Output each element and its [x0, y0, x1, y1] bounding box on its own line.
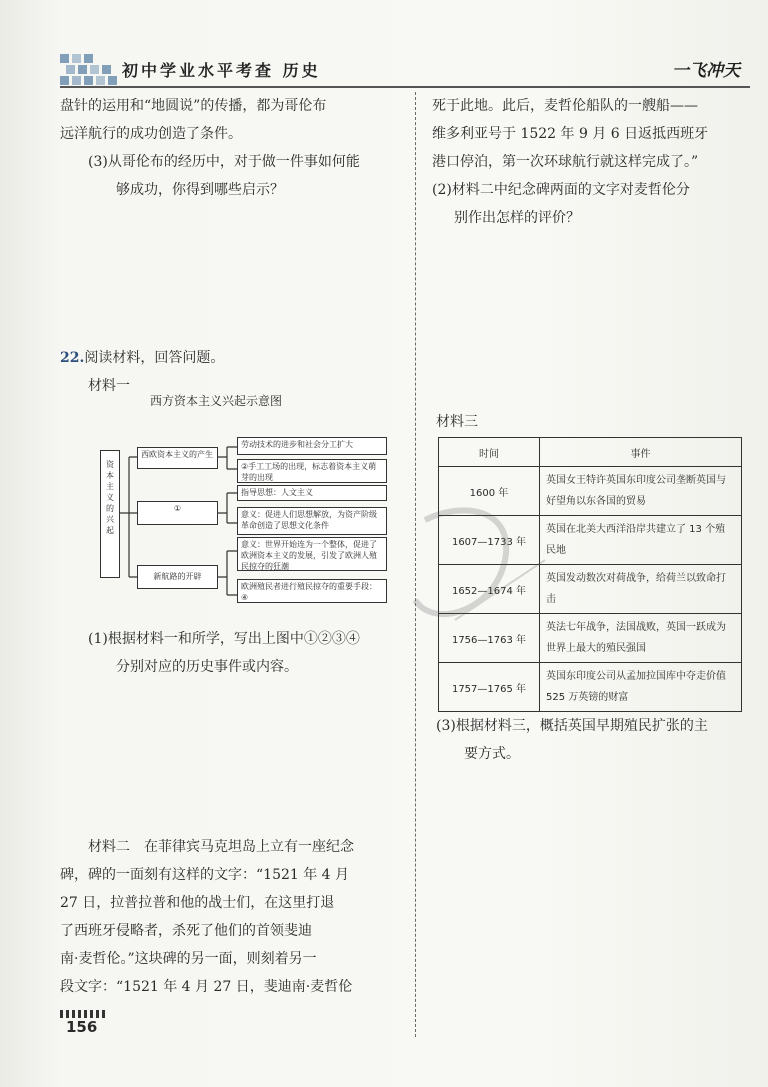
material-2-line: 碑，碑的一面刻有这样的文字：“1521 年 4 月: [60, 867, 350, 883]
table-cell-event: 英国在北美大西洋沿岸共建立了 13 个殖民地: [540, 516, 742, 565]
question-22-2-line: (2)材料二中纪念碑两面的文字对麦哲伦分: [432, 182, 690, 198]
table-cell-time: 1756—1763 年: [439, 614, 540, 663]
table-cell-time: 1600 年: [439, 467, 540, 516]
material-2-line: 27 日，拉普拉普和他的战士们，在这里打退: [60, 895, 335, 911]
question-22-text: 阅读材料，回答问题。: [84, 350, 225, 366]
diagram-leaf-2: ②手工工场的出现，标志着资本主义萌芽的出现: [237, 459, 387, 483]
diagram-leaf-3: 指导思想：人文主义: [237, 485, 387, 501]
table-cell-event: 英国女王特许英国东印度公司垄断英国与好望角以东各国的贸易: [540, 467, 742, 516]
diagram-branch-2: ①: [137, 501, 218, 525]
material-2-continued: 死于此地。此后，麦哲伦船队的一艘船——: [432, 98, 698, 114]
intro-line: 盘针的运用和“地圆说”的传播，都为哥伦布: [60, 98, 327, 114]
question-22-heading: [60, 344, 405, 372]
question-22-3-line: (3)根据材料三，概括英国早期殖民扩张的主: [436, 718, 708, 734]
table-cell-event: 英法七年战争，法国战败，英国一跃成为世界上最大的殖民强国: [540, 614, 742, 663]
material-1-label: 材料一: [88, 378, 130, 394]
question-22-1-line: (1)根据材料一和所学，写出上图中①②③④: [88, 631, 360, 647]
intro-line: 远洋航行的成功创造了条件。: [60, 126, 242, 142]
capitalism-diagram: [97, 440, 397, 605]
question-3-line: (3)从哥伦布的经历中，对于做一件事如何能: [88, 154, 360, 170]
page-number: [60, 1010, 108, 1036]
header-rule: [60, 86, 750, 88]
diagram-leaf-6: 欧洲殖民者进行殖民掠夺的重要手段：④: [237, 579, 387, 603]
diagram-branch-1: 西欧资本主义的产生: [137, 447, 218, 469]
table-cell-event: 英国发动数次对荷战争，给荷兰以致命打击: [540, 565, 742, 614]
material-2-continued: 维多利亚号于 1522 年 9 月 6 日返抵西班牙: [432, 126, 709, 142]
table-header-row: [439, 438, 742, 467]
table-header-time: 时间: [439, 438, 540, 467]
question-22-1: [88, 625, 408, 681]
page-header: [60, 52, 750, 88]
watermark-logo: [395, 500, 565, 650]
question-22-3-line: 要方式。: [464, 746, 520, 762]
material-3-label: 材料三: [436, 414, 478, 430]
diagram-center-box: 资本主义的兴起: [100, 450, 120, 578]
material-2-continued: 港口停泊，第一次环球航行就这样完成了。”: [432, 154, 699, 170]
header-decoration: [60, 54, 120, 86]
table-cell-event: 英国东印度公司从孟加拉国库中夺走价值 525 万英镑的财富: [540, 663, 742, 712]
diagram-leaf-5: 意义：世界开始连为一个整体，促进了欧洲资本主义的发展，引发了欧洲人殖民掠夺的狂潮: [237, 537, 387, 571]
question-number: 22.: [60, 350, 85, 366]
diagram-branch-3: 新航路的开辟: [137, 565, 218, 589]
header-title: 初中学业水平考查 历史: [122, 61, 321, 80]
table-cell-time: 1607—1733 年: [439, 516, 540, 565]
table-cell-time: 1652—1674 年: [439, 565, 540, 614]
answer-space: [432, 232, 752, 408]
material-2-line: 材料二 在菲律宾马克坦岛上立有一座纪念: [88, 839, 354, 855]
left-column: [60, 92, 405, 400]
material-2-line: 了西班牙侵略者，杀死了他们的首领斐迪: [60, 923, 312, 939]
right-column: [432, 92, 752, 436]
table-header-event: 事件: [540, 438, 742, 467]
question-22-2-line: 别作出怎样的评价？: [454, 210, 580, 226]
material-2-line: 南·麦哲伦。”这块碑的另一面，则刻着另一: [60, 951, 317, 967]
question-22-1-line: 分别对应的历史事件或内容。: [116, 659, 298, 675]
material-2-line: 段文字：“1521 年 4 月 27 日，斐迪南·麦哲伦: [60, 979, 353, 995]
page-number-decoration: [60, 1010, 108, 1018]
table-cell-time: 1757—1765 年: [439, 663, 540, 712]
header-brand: 一飞冲天: [672, 61, 740, 81]
question-22-3: [436, 712, 746, 768]
page-number-text: 156: [66, 1018, 98, 1036]
question-3-line: 够成功，你得到哪些启示？: [116, 182, 284, 198]
diagram-title: 西方资本主义兴起示意图: [150, 394, 283, 408]
answer-space: [60, 204, 405, 344]
table-row: [439, 663, 742, 712]
diagram-leaf-4: 意义：促进人们思想解放，为资产阶级革命创造了思想文化条件: [237, 507, 387, 535]
material-2: [60, 833, 408, 1001]
diagram-leaf-1: 劳动技术的进步和社会分工扩大: [237, 437, 387, 455]
